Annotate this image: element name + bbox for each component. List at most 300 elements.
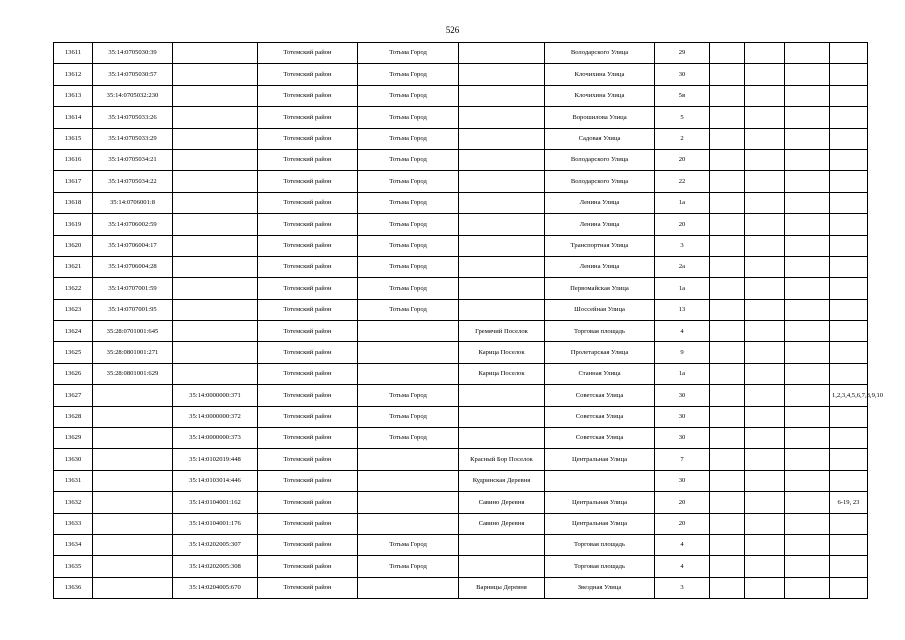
cell-apartments <box>830 149 868 170</box>
cell-cadastral-number-alt <box>173 363 258 384</box>
cell-cadastral-number <box>93 385 173 406</box>
cell-col-9 <box>710 406 745 427</box>
cell-house: 1а <box>655 363 710 384</box>
cell-house: 20 <box>655 214 710 235</box>
cell-city <box>358 513 459 534</box>
cell-street: Ленина Улица <box>545 256 655 277</box>
cell-cadastral-number-alt: 35:14:0000000:372 <box>173 406 258 427</box>
table-row <box>54 85 868 106</box>
cell-street: Володарского Улица <box>545 171 655 192</box>
cell-row-number: 13616 <box>54 149 93 170</box>
cell-col-11 <box>785 299 830 320</box>
cell-col-11 <box>785 85 830 106</box>
cell-street: Ленина Улица <box>545 192 655 213</box>
cell-house: 2а <box>655 256 710 277</box>
cell-street: Транспортная Улица <box>545 235 655 256</box>
cell-district: Тотемский район <box>258 363 358 384</box>
cell-col-10 <box>745 192 785 213</box>
cell-district: Тотемский район <box>258 534 358 555</box>
cell-col-10 <box>745 385 785 406</box>
cell-col-10 <box>745 64 785 85</box>
cell-apartments <box>830 64 868 85</box>
cell-settlement: Гремячий Поселок <box>459 321 545 342</box>
cell-city: Тотьма Город <box>358 192 459 213</box>
cell-house: 1а <box>655 278 710 299</box>
cell-col-11 <box>785 428 830 449</box>
cell-cadastral-number <box>93 556 173 577</box>
cell-col-9 <box>710 342 745 363</box>
cell-row-number: 13621 <box>54 256 93 277</box>
cell-cadastral-number: 35:14:0705033:29 <box>93 128 173 149</box>
cell-settlement: Красный Бор Поселок <box>459 449 545 470</box>
cell-street: Ленина Улица <box>545 214 655 235</box>
table-row <box>54 128 868 149</box>
cell-col-11 <box>785 235 830 256</box>
cell-street: Торговая площадь <box>545 556 655 577</box>
cell-settlement: Савино Деревня <box>459 513 545 534</box>
cell-row-number: 13611 <box>54 43 93 64</box>
cell-city <box>358 321 459 342</box>
cell-settlement <box>459 406 545 427</box>
cell-apartments <box>830 235 868 256</box>
cell-apartments <box>830 513 868 534</box>
cell-house: 5 <box>655 107 710 128</box>
cell-district: Тотемский район <box>258 214 358 235</box>
cell-house: 30 <box>655 406 710 427</box>
cell-cadastral-number: 35:14:0707001:59 <box>93 278 173 299</box>
cell-house: 4 <box>655 534 710 555</box>
cell-house: 22 <box>655 171 710 192</box>
page-number: 526 <box>445 25 460 35</box>
cell-cadastral-number-alt <box>173 278 258 299</box>
cell-city: Тотьма Город <box>358 406 459 427</box>
cell-col-9 <box>710 577 745 598</box>
cell-cadastral-number-alt <box>173 107 258 128</box>
cell-settlement <box>459 149 545 170</box>
cell-col-9 <box>710 321 745 342</box>
cell-settlement <box>459 385 545 406</box>
cell-cadastral-number <box>93 492 173 513</box>
cell-col-11 <box>785 406 830 427</box>
cell-city <box>358 342 459 363</box>
cell-city: Тотьма Город <box>358 235 459 256</box>
cell-house: 3 <box>655 577 710 598</box>
cell-cadastral-number-alt: 35:14:0103014:446 <box>173 470 258 491</box>
cell-apartments <box>830 321 868 342</box>
cell-col-10 <box>745 214 785 235</box>
cell-district: Тотемский район <box>258 299 358 320</box>
cell-district: Тотемский район <box>258 513 358 534</box>
cell-city: Тотьма Город <box>358 128 459 149</box>
cell-apartments <box>830 534 868 555</box>
cell-house: 1а <box>655 192 710 213</box>
cell-cadastral-number <box>93 449 173 470</box>
cell-city: Тотьма Город <box>358 64 459 85</box>
cell-cadastral-number-alt: 35:14:0102019:448 <box>173 449 258 470</box>
table-row <box>54 192 868 213</box>
cell-row-number: 13636 <box>54 577 93 598</box>
cell-cadastral-number-alt <box>173 321 258 342</box>
cell-apartments <box>830 128 868 149</box>
cell-row-number: 13622 <box>54 278 93 299</box>
cell-col-11 <box>785 43 830 64</box>
cell-city <box>358 492 459 513</box>
cell-col-11 <box>785 385 830 406</box>
cell-col-11 <box>785 64 830 85</box>
cell-house: 20 <box>655 149 710 170</box>
cell-row-number: 13635 <box>54 556 93 577</box>
table-row <box>54 321 868 342</box>
cell-apartments <box>830 556 868 577</box>
cell-col-10 <box>745 299 785 320</box>
cell-apartments <box>830 107 868 128</box>
cell-district: Тотемский район <box>258 192 358 213</box>
cell-col-11 <box>785 149 830 170</box>
registry-table <box>53 42 884 599</box>
cell-house: 30 <box>655 385 710 406</box>
cell-street <box>545 470 655 491</box>
cell-col-9 <box>710 192 745 213</box>
cell-col-9 <box>710 428 745 449</box>
cell-row-number: 13631 <box>54 470 93 491</box>
cell-apartments: 1,2,3,4,5,6,7,8,9,10 <box>830 385 868 406</box>
cell-row-number: 13614 <box>54 107 93 128</box>
cell-col-9 <box>710 64 745 85</box>
cell-col-10 <box>745 43 785 64</box>
cell-house: 4 <box>655 321 710 342</box>
cell-col-9 <box>710 149 745 170</box>
cell-col-9 <box>710 235 745 256</box>
cell-settlement <box>459 64 545 85</box>
cell-settlement <box>459 299 545 320</box>
cell-settlement <box>459 85 545 106</box>
cell-settlement <box>459 171 545 192</box>
cell-street: Советская Улица <box>545 385 655 406</box>
cell-apartments <box>830 214 868 235</box>
cell-street: Торговая площадь <box>545 534 655 555</box>
cell-settlement <box>459 192 545 213</box>
cell-cadastral-number: 35:14:0705032:230 <box>93 85 173 106</box>
cell-house: 30 <box>655 428 710 449</box>
cell-cadastral-number: 35:14:0706002:59 <box>93 214 173 235</box>
cell-city: Тотьма Город <box>358 385 459 406</box>
cell-city: Тотьма Город <box>358 534 459 555</box>
cell-district: Тотемский район <box>258 492 358 513</box>
cell-district: Тотемский район <box>258 556 358 577</box>
cell-apartments <box>830 470 868 491</box>
cell-apartments: 6-19, 23 <box>830 492 868 513</box>
cell-row-number: 13618 <box>54 192 93 213</box>
table-row <box>54 363 868 384</box>
table-row <box>54 43 868 64</box>
cell-row-number: 13629 <box>54 428 93 449</box>
cell-cadastral-number: 35:14:0705034:21 <box>93 149 173 170</box>
cell-col-11 <box>785 492 830 513</box>
cell-col-10 <box>745 363 785 384</box>
cell-row-number: 13627 <box>54 385 93 406</box>
table-row <box>54 470 868 491</box>
cell-house: 7 <box>655 449 710 470</box>
cell-apartments <box>830 43 868 64</box>
cell-cadastral-number: 35:28:0801001:271 <box>93 342 173 363</box>
cell-district: Тотемский район <box>258 235 358 256</box>
cell-col-11 <box>785 534 830 555</box>
cell-col-9 <box>710 492 745 513</box>
cell-col-11 <box>785 363 830 384</box>
cell-settlement: Карица Поселок <box>459 342 545 363</box>
table-row <box>54 299 868 320</box>
cell-settlement <box>459 556 545 577</box>
cell-col-11 <box>785 278 830 299</box>
cell-settlement <box>459 534 545 555</box>
cell-cadastral-number <box>93 577 173 598</box>
cell-apartments <box>830 299 868 320</box>
cell-cadastral-number-alt <box>173 171 258 192</box>
cell-cadastral-number-alt: 35:14:0204005:670 <box>173 577 258 598</box>
cell-city <box>358 363 459 384</box>
cell-row-number: 13628 <box>54 406 93 427</box>
table-row <box>54 406 868 427</box>
cell-city: Тотьма Город <box>358 214 459 235</box>
cell-cadastral-number: 35:14:0705034:22 <box>93 171 173 192</box>
table-row <box>54 235 868 256</box>
table-row <box>54 449 868 470</box>
cell-cadastral-number <box>93 470 173 491</box>
cell-col-11 <box>785 449 830 470</box>
cell-col-10 <box>745 556 785 577</box>
cell-cadastral-number: 35:28:0701001:645 <box>93 321 173 342</box>
cell-cadastral-number-alt: 35:14:0104001:176 <box>173 513 258 534</box>
cell-cadastral-number: 35:14:0705030:57 <box>93 64 173 85</box>
cell-cadastral-number-alt: 35:14:0104001:162 <box>173 492 258 513</box>
cell-apartments <box>830 406 868 427</box>
table-row <box>54 428 868 449</box>
cell-cadastral-number-alt: 35:14:0202005:307 <box>173 534 258 555</box>
table-row <box>54 556 868 577</box>
cell-settlement <box>459 235 545 256</box>
cell-col-9 <box>710 299 745 320</box>
cell-col-10 <box>745 534 785 555</box>
cell-apartments <box>830 171 868 192</box>
cell-district: Тотемский район <box>258 85 358 106</box>
cell-street: Володарского Улица <box>545 43 655 64</box>
cell-col-10 <box>745 406 785 427</box>
cell-col-9 <box>710 43 745 64</box>
cell-district: Тотемский район <box>258 107 358 128</box>
cell-col-11 <box>785 192 830 213</box>
cell-settlement: Кудринская Деревня <box>459 470 545 491</box>
table-row <box>54 64 868 85</box>
cell-street: Ворошилова Улица <box>545 107 655 128</box>
cell-settlement <box>459 428 545 449</box>
cell-street: Пролетарская Улица <box>545 342 655 363</box>
cell-col-10 <box>745 577 785 598</box>
table-row <box>54 278 868 299</box>
cell-district: Тотемский район <box>258 428 358 449</box>
cell-street: Центральная Улица <box>545 492 655 513</box>
cell-cadastral-number <box>93 534 173 555</box>
cell-settlement: Варницы Деревня <box>459 577 545 598</box>
table-row <box>54 577 868 598</box>
cell-apartments <box>830 85 868 106</box>
cell-row-number: 13624 <box>54 321 93 342</box>
cell-district: Тотемский район <box>258 171 358 192</box>
cell-col-9 <box>710 171 745 192</box>
table-row <box>54 513 868 534</box>
cell-cadastral-number-alt <box>173 256 258 277</box>
cell-house: 20 <box>655 492 710 513</box>
cell-col-9 <box>710 128 745 149</box>
cell-row-number: 13630 <box>54 449 93 470</box>
cell-cadastral-number: 35:14:0706004:17 <box>93 235 173 256</box>
cell-col-9 <box>710 256 745 277</box>
cell-cadastral-number-alt: 35:14:0202005:308 <box>173 556 258 577</box>
cell-apartments <box>830 192 868 213</box>
cell-house: 3 <box>655 235 710 256</box>
table-row <box>54 385 868 406</box>
cell-city <box>358 470 459 491</box>
cell-city <box>358 449 459 470</box>
cell-col-9 <box>710 214 745 235</box>
cell-street: Советская Улица <box>545 406 655 427</box>
cell-district: Тотемский район <box>258 278 358 299</box>
cell-cadastral-number-alt <box>173 85 258 106</box>
cell-district: Тотемский район <box>258 321 358 342</box>
cell-apartments <box>830 256 868 277</box>
cell-col-9 <box>710 556 745 577</box>
cell-col-11 <box>785 214 830 235</box>
cell-district: Тотемский район <box>258 342 358 363</box>
cell-col-9 <box>710 385 745 406</box>
cell-col-11 <box>785 171 830 192</box>
cell-col-10 <box>745 513 785 534</box>
cell-col-11 <box>785 256 830 277</box>
cell-settlement <box>459 278 545 299</box>
cell-col-10 <box>745 235 785 256</box>
cell-col-11 <box>785 321 830 342</box>
cell-settlement <box>459 43 545 64</box>
cell-apartments <box>830 363 868 384</box>
cell-cadastral-number-alt <box>173 192 258 213</box>
cell-apartments <box>830 428 868 449</box>
cell-cadastral-number-alt <box>173 214 258 235</box>
cell-street: Садовая Улица <box>545 128 655 149</box>
cell-cadastral-number-alt: 35:14:0000000:373 <box>173 428 258 449</box>
cell-cadastral-number-alt: 35:14:0000000:371 <box>173 385 258 406</box>
cell-cadastral-number: 35:14:0705033:26 <box>93 107 173 128</box>
cell-apartments <box>830 342 868 363</box>
cell-col-9 <box>710 278 745 299</box>
cell-col-10 <box>745 128 785 149</box>
cell-row-number: 13626 <box>54 363 93 384</box>
cell-col-11 <box>785 513 830 534</box>
cell-district: Тотемский район <box>258 128 358 149</box>
cell-street: Первомайская Улица <box>545 278 655 299</box>
cell-cadastral-number-alt <box>173 149 258 170</box>
cell-city: Тотьма Город <box>358 256 459 277</box>
cell-col-11 <box>785 107 830 128</box>
cell-col-10 <box>745 342 785 363</box>
cell-row-number: 13617 <box>54 171 93 192</box>
cell-district: Тотемский район <box>258 577 358 598</box>
cell-district: Тотемский район <box>258 149 358 170</box>
cell-row-number: 13612 <box>54 64 93 85</box>
cell-street: Станная Улица <box>545 363 655 384</box>
cell-col-11 <box>785 577 830 598</box>
cell-city: Тотьма Город <box>358 149 459 170</box>
table-row <box>54 256 868 277</box>
cell-street: Центральная Улица <box>545 449 655 470</box>
cell-col-10 <box>745 428 785 449</box>
cell-row-number: 13620 <box>54 235 93 256</box>
cell-street: Центральная Улица <box>545 513 655 534</box>
cell-house: 2 <box>655 128 710 149</box>
cell-city: Тотьма Город <box>358 171 459 192</box>
cell-col-10 <box>745 107 785 128</box>
cell-cadastral-number: 35:14:0707001:95 <box>93 299 173 320</box>
cell-city <box>358 577 459 598</box>
cell-district: Тотемский район <box>258 43 358 64</box>
cell-cadastral-number: 35:14:0706004:28 <box>93 256 173 277</box>
cell-street: Звездная Улица <box>545 577 655 598</box>
cell-district: Тотемский район <box>258 406 358 427</box>
cell-street: Советская Улица <box>545 428 655 449</box>
table-row <box>54 214 868 235</box>
table-body <box>54 43 884 599</box>
cell-cadastral-number <box>93 513 173 534</box>
cell-apartments <box>830 278 868 299</box>
cell-cadastral-number-alt <box>173 342 258 363</box>
cell-settlement <box>459 107 545 128</box>
cell-col-10 <box>745 470 785 491</box>
cell-col-10 <box>745 449 785 470</box>
cell-col-10 <box>745 278 785 299</box>
cell-settlement: Карица Поселок <box>459 363 545 384</box>
cell-city: Тотьма Город <box>358 85 459 106</box>
cell-col-9 <box>710 449 745 470</box>
table-row <box>54 149 868 170</box>
cell-district: Тотемский район <box>258 385 358 406</box>
cell-apartments <box>830 577 868 598</box>
cell-row-number: 13625 <box>54 342 93 363</box>
cell-row-number: 13619 <box>54 214 93 235</box>
cell-cadastral-number: 35:28:0801001:629 <box>93 363 173 384</box>
cell-col-10 <box>745 149 785 170</box>
cell-city: Тотьма Город <box>358 43 459 64</box>
cell-cadastral-number: 35:14:0706001:8 <box>93 192 173 213</box>
cell-col-10 <box>745 171 785 192</box>
cell-settlement <box>459 256 545 277</box>
cell-district: Тотемский район <box>258 256 358 277</box>
cell-district: Тотемский район <box>258 470 358 491</box>
cell-col-11 <box>785 128 830 149</box>
cell-street: Володарского Улица <box>545 149 655 170</box>
cell-street: Торговая площадь <box>545 321 655 342</box>
cell-col-9 <box>710 107 745 128</box>
cell-street: Шоссейная Улица <box>545 299 655 320</box>
cell-house: 5в <box>655 85 710 106</box>
cell-city: Тотьма Город <box>358 428 459 449</box>
cell-street: Клочихина Улица <box>545 85 655 106</box>
cell-house: 30 <box>655 470 710 491</box>
cell-cadastral-number <box>93 406 173 427</box>
table-row <box>54 171 868 192</box>
table-row <box>54 107 868 128</box>
cell-house: 30 <box>655 64 710 85</box>
cell-cadastral-number-alt <box>173 299 258 320</box>
cell-row-number: 13623 <box>54 299 93 320</box>
cell-house: 13 <box>655 299 710 320</box>
